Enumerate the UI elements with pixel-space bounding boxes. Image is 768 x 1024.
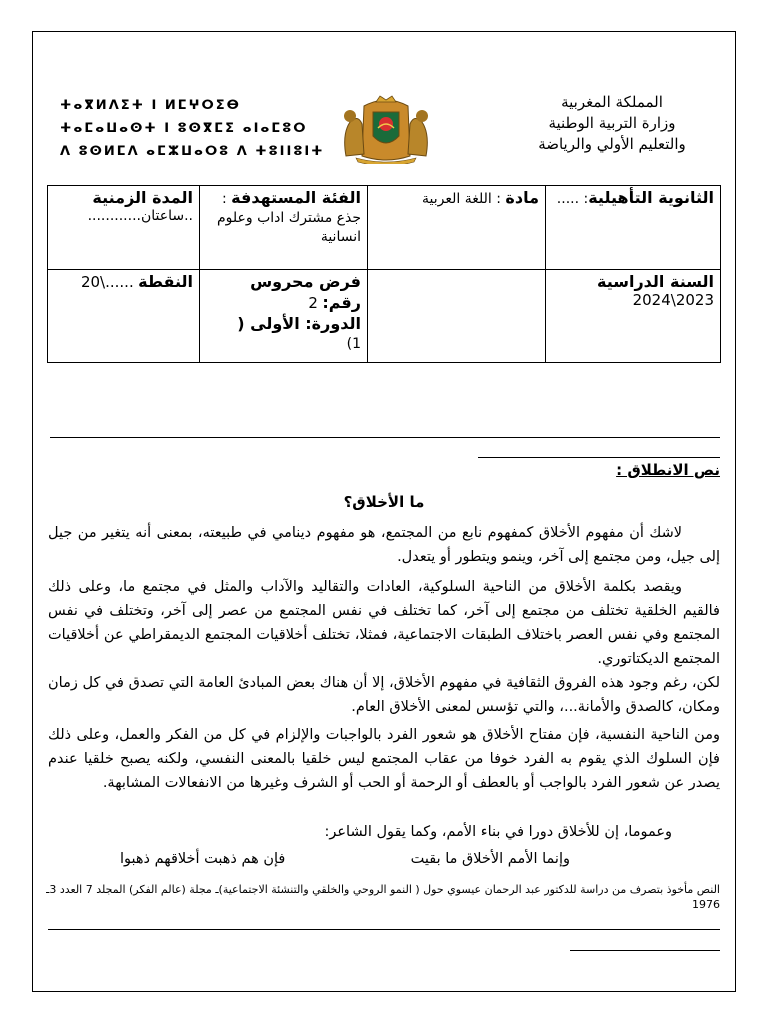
school-label: الثانوية التأهيلية	[588, 188, 714, 207]
start-text-label: نص الانطلاق :	[616, 461, 720, 479]
subject-cell	[368, 186, 546, 270]
subject-value: : اللغة العربية	[422, 191, 501, 207]
coat-of-arms-emblem	[336, 94, 436, 164]
exam-number: 2	[308, 294, 318, 312]
school-value: : .....	[556, 191, 589, 207]
target-value: : جذع مشترك اداب وعلوم انسانية	[216, 191, 361, 245]
subject-label: مادة	[505, 188, 539, 207]
paragraph-3: لكن، رغم وجود هذه الفروق الثقافية في مفهوم الأخلاق، إلا أن هناك بعض المبادئ العامة التي تصدق في كل زمان ومكان، كالصدق والأمانة...، والتي تؤسس لمعنى الأخلاق العام.	[48, 675, 720, 715]
page-frame	[32, 31, 736, 992]
source-citation: النص مأخوذ بتصرف من دراسة للدكتور عبد الرحمان عيسوي حول ( النمو الروحي والخلقي والتنشئة الاجتماعية)ـ مجلة (عالم الفكر) المجلد 7 العدد 3ـ 1976	[46, 883, 720, 911]
session-label: الدورة: الأولى (	[237, 314, 361, 333]
grade-label: النقطة	[138, 272, 193, 291]
poem-verse	[120, 851, 570, 867]
duration-label: المدة الزمنية	[92, 188, 193, 207]
text-title: ما الأخلاق؟	[343, 493, 425, 511]
year-cell	[546, 270, 721, 363]
paragraph-5: وعموما، إن للأخلاق دورا في بناء الأمم، وكما يقول الشاعر:	[324, 824, 672, 840]
exam-info-table	[47, 185, 721, 363]
school-cell	[546, 186, 721, 270]
duration-value: ..ساعتان............	[87, 208, 193, 224]
tifinagh-line-2: ⵜⴰⵎⴰⵡⴰⵙⵜ ⵏ ⵓⵙⴳⵎⵉ ⴰⵏⴰⵎⵓⵔ	[60, 121, 308, 136]
paragraph-4: ومن الناحية النفسية، فإن مفتاح الأخلاق هو شعور الفرد بالواجبات والإلزام في كل من الفكر والعمل، وعلى ذلك فإن السلوك الذي يقوم به الفرد خوفا من عقاب المجتمع ليس خلقيا بالمعنى النفسي، ولكنه يصبح خلقيا عندم يصدر عن شعور الفرد بالواجب أو بالعطف أو الرحمة أو الحب أو الشرف وغيرها من الانفعالات المشابهة.	[48, 727, 720, 791]
target-cell	[200, 186, 368, 270]
tifinagh-line-1: ⵜⴰⴳⵍⴷⵉⵜ ⵏ ⵍⵎⵖⵔⵉⴱ	[60, 98, 241, 113]
separator-line	[50, 437, 720, 438]
grade-value: ......\20	[80, 273, 134, 291]
paragraph-1: لاشك أن مفهوم الأخلاق كمفهوم نابع من المجتمع، هو مفهوم دينامي في طبيعته، بمعنى أنه يتغير من جيل إلى جيل، ومن مجتمع إلى آخر، وينمو ويتطور أو يتعدل.	[48, 525, 720, 565]
bottom-separator-line	[48, 929, 720, 930]
year-value: 2023\2024	[632, 291, 714, 309]
session-value: 1)	[346, 336, 361, 352]
tifinagh-line-3: ⴷ ⵓⵙⵍⵎⴷ ⴰⵎⵣⵡⴰⵔⵓ ⴷ ⵜⵓⵏⵏⵓⵏⵜ	[60, 144, 325, 159]
ministry-header	[512, 92, 712, 155]
year-label: السنة الدراسية	[597, 272, 714, 291]
ministry-subname: والتعليم الأولي والرياضة	[538, 135, 686, 153]
ministry-name: وزارة التربية الوطنية	[548, 114, 676, 132]
paragraph-2: ويقصد بكلمة الأخلاق من الناحية السلوكية، العادات والتقاليد والآداب والمثل في مجتمع ما، وعلى ذلك فالقيم الخلقية تختلف من مجتمع إلى آخر، كما تختلف في نفس المجتمع من عصر إلى آخر، وتختلف في نفس المجتمع وفي نفس العصر باختلاف الطبقات الاجتماعية، فمثلا، تختلف أخلاقيات المجتمع الديمقراطي عن أخلاقيات المجتمع الديكتاتوري.	[48, 579, 720, 667]
bottom-separator-line-short	[570, 950, 720, 951]
empty-cell	[368, 270, 546, 363]
duration-cell	[48, 186, 200, 270]
exam-label: فرض محروس رقم:	[250, 272, 361, 312]
kingdom-name: المملكة المغربية	[561, 93, 663, 111]
exam-cell	[200, 270, 368, 363]
grade-cell	[48, 270, 200, 363]
verse-first-hemistich: وإنما الأمم الأخلاق ما بقيت	[410, 851, 570, 867]
target-label: الفئة المستهدفة	[231, 188, 361, 207]
verse-second-hemistich: فإن هم ذهبت أخلاقهم ذهبوا	[120, 851, 286, 867]
separator-line-short	[478, 457, 720, 458]
